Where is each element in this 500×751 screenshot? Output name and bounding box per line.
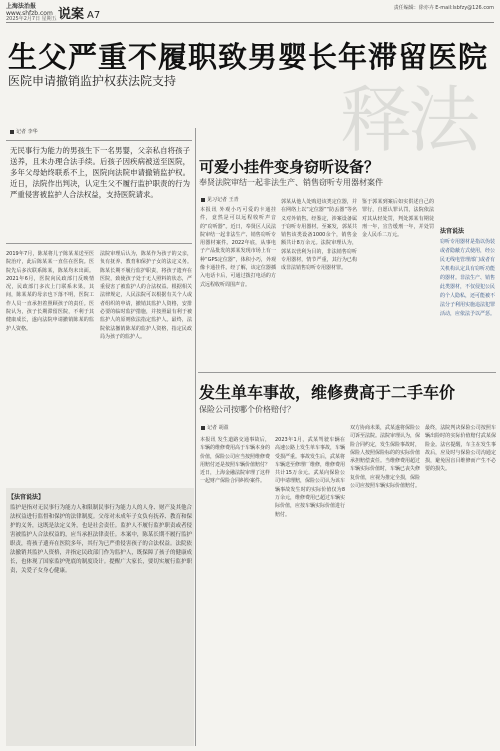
editors-line: 责任编辑：徐亦卉 E-mail:lsbfzy@126.com — [393, 5, 494, 11]
brand-url: www.shfzb.com — [6, 10, 53, 17]
column-divider — [195, 128, 196, 746]
story3-subhead: 保险公司按哪个价格赔付？ — [199, 405, 295, 414]
story3-col3: 双方协商未果，武某遂将保险公司诉至法院。法院审理认为，保险合同约定，发生保险事故时，保险人按照保险标的的实际价值承担赔偿责任。当维修费用超过车辆实际价值时，车辆已丧失修复价值，应视为推定全损，保险公司应按照车辆实际价值赔付。 — [350, 425, 420, 490]
story2-col3: 鉴于郭某到案后如实供述自己的罪行，自愿认罪认罚，法院依法对其从轻处罚，判处郭某有期徒刑一年，宣告缓刑一年，并处罚金人民币二万元。 — [362, 199, 434, 239]
story2-law-title: 法官说法 — [440, 228, 465, 235]
story2-col1: 本报讯 外观小巧可爱的卡通挂件，竟然是可以远程收听声音的“窃听器”。近日，奉贤区人民法院审结一起非法生产、销售窃听专用器材案件。2022年底，从事电子产品批发的郭某发现市场上有一种“GPS定位器”，体积小巧，外观像卡通挂件。经了解，该定位器插入电话卡后，可通过拨打电话的方式远程收听周围声音。 — [200, 207, 276, 288]
story1-judge-box-title: 【法官说法】 — [8, 494, 45, 501]
story3-col1: 本报讯 发生道路交通事故后，车辆的维修费用高于车辆本身的价值，保险公司应当按照维修费用赔付还是按照车辆价值赔付？近日，上海金融法院审理了这样一起财产保险合同纠纷案件。 — [200, 437, 270, 485]
bullet-square-icon — [201, 198, 205, 202]
story1-judge-box-text: 监护是指对无民事行为能力人和限制民事行为能力人的人身、财产及其他合法权益进行监督和保护的法律制度。父母对未成年子女负有抚养、教育和保护的义务，这既是法定义务，也是社会责任。监护人不履行监护职责或者侵害被监护人合法权益的，应当承担法律责任。本案中，陈某长期不履行监护职责，将孩子遗弃在医院多年，其行为已严重侵害孩子的合法权益。法院依法撤销其监护人资格，并指定民政部门作为监护人，既保障了孩子的健康成长，也体现了国家监护兜底的制度设计。提醒广大家长，要切实履行监护职责，关爱子女身心健康。 — [10, 505, 192, 574]
story1-byline-text: 记者 李华 — [16, 129, 38, 135]
story1-lead-box — [6, 140, 192, 244]
bullet-square-icon — [201, 426, 205, 430]
decorative-background-glyph: 释法 — [340, 78, 477, 162]
bullet-square-icon — [10, 130, 14, 134]
story2-col2: 郭某从他人处购进该类定位器，并在网络上以“定位器”“防丢器”等名义对外销售。经鉴定，涉案设备属于窃听专用器材。至案发，郭某共销售该类设备1000余个，销售金额共计8万余元。法院审理认为，郭某以营利为目的，非法销售窃听专用器材，情节严重，其行为已构成非法销售窃听专用器材罪。 — [281, 199, 357, 272]
story1-headline: 生父严重不履职致男婴长年滞留医院 — [8, 40, 489, 74]
section-title — [58, 3, 100, 22]
story3-byline-text: 记者 胡盈 — [207, 425, 229, 431]
brand-name: 上海法治报 — [6, 3, 37, 10]
header-rule — [6, 22, 494, 23]
story2-byline-text: 见习记者 王青 — [207, 197, 239, 203]
story2-law-text: 窃听专用器材是指以伪装或者隐蔽方式使用，经公民无线电管理部门或者有关机构认定具有窃听功能的器材。非法生产、销售此类器材，不仅侵犯公民的个人隐私，还可能被不法分子利用实施违法犯罪活动，应依法予以严惩。 — [440, 239, 496, 317]
story1-body-col1: 2019年7月，陈某将儿子陈某某送至医院治疗，此后陈某某一直住在医院。医院先后多次联系陈某，陈某均未出面。2021年6月，医院向民政部门反映情况，民政部门多次上门联系未果。其间，陈某某的母亲也下落不明，医院工作人员一直承担着照顾孩子的责任。医院认为，孩子长期滞留医院，不利于其健康成长，遂向法院申请撤销陈某的监护人资格。 — [6, 251, 94, 332]
story2-headline: 可爱小挂件变身窃听设备？ — [199, 158, 380, 176]
story1-subhead: 医院申请撤销监护权获法院支持 — [8, 74, 177, 88]
section-name: 说案 — [58, 7, 85, 22]
story-divider — [198, 372, 496, 373]
page-number: A7 — [87, 10, 101, 21]
story1-byline — [10, 128, 38, 135]
story1-body-col2: 法院审理后认为，陈某作为孩子的父亲，负有抚养、教育和保护子女的法定义务。陈某长期不履行监护职责，将孩子遗弃在医院，致使孩子处于无人照料的状态，严重侵害了被监护人的合法权益。根据相关法律规定，人民法院可以根据有关个人或者组织的申请，撤销其监护人资格，安排必要的临时监护措施，并按照最有利于被监护人的原则依法指定监护人。最终，法院依法撤销陈某的监护人资格，指定民政局为孩子的监护人。 — [100, 251, 192, 340]
story2-byline — [201, 196, 239, 203]
story3-headline: 发生单车事故，维修费高于二手车价 — [199, 383, 456, 402]
story2-subhead: 奉贤法院审结一起非法生产、销售窃听专用器材案件 — [199, 178, 383, 187]
story1-lead: 无民事行为能力的男孩生下一名男婴，父亲私自将孩子送养，且未办理合法手续。后孩子因疾病被送至医院，多年父母始终联系不上，医院向法院申请撤销监护权。近日，法院作出判决，认定生父不履行监护职责的行为严重侵害被监护人合法权益，支持医院请求。 — [10, 146, 190, 199]
story3-byline — [201, 424, 229, 431]
story3-col2: 2023年1月，武某驾驶车辆在高速公路上发生单车事故，车辆受损严重。事故发生后，武某将车辆送至修理厂维修，维修费用共计15万余元。武某向保险公司申请理赔，保险公司认为该车辆事故发生时的实际价值仅为8万余元，维修费用已超过车辆实际价值，应按车辆实际价值进行赔付。 — [275, 437, 345, 518]
issue-date: 2025年2月7日 星期五 — [6, 16, 57, 22]
story3-col4: 最终，法院判决保险公司按照车辆出险时的实际价值赔付武某保险金。法官提醒，车主在发生事故后，应及时与保险公司沟通定损，避免因盲目维修而产生不必要的损失。 — [425, 425, 496, 473]
